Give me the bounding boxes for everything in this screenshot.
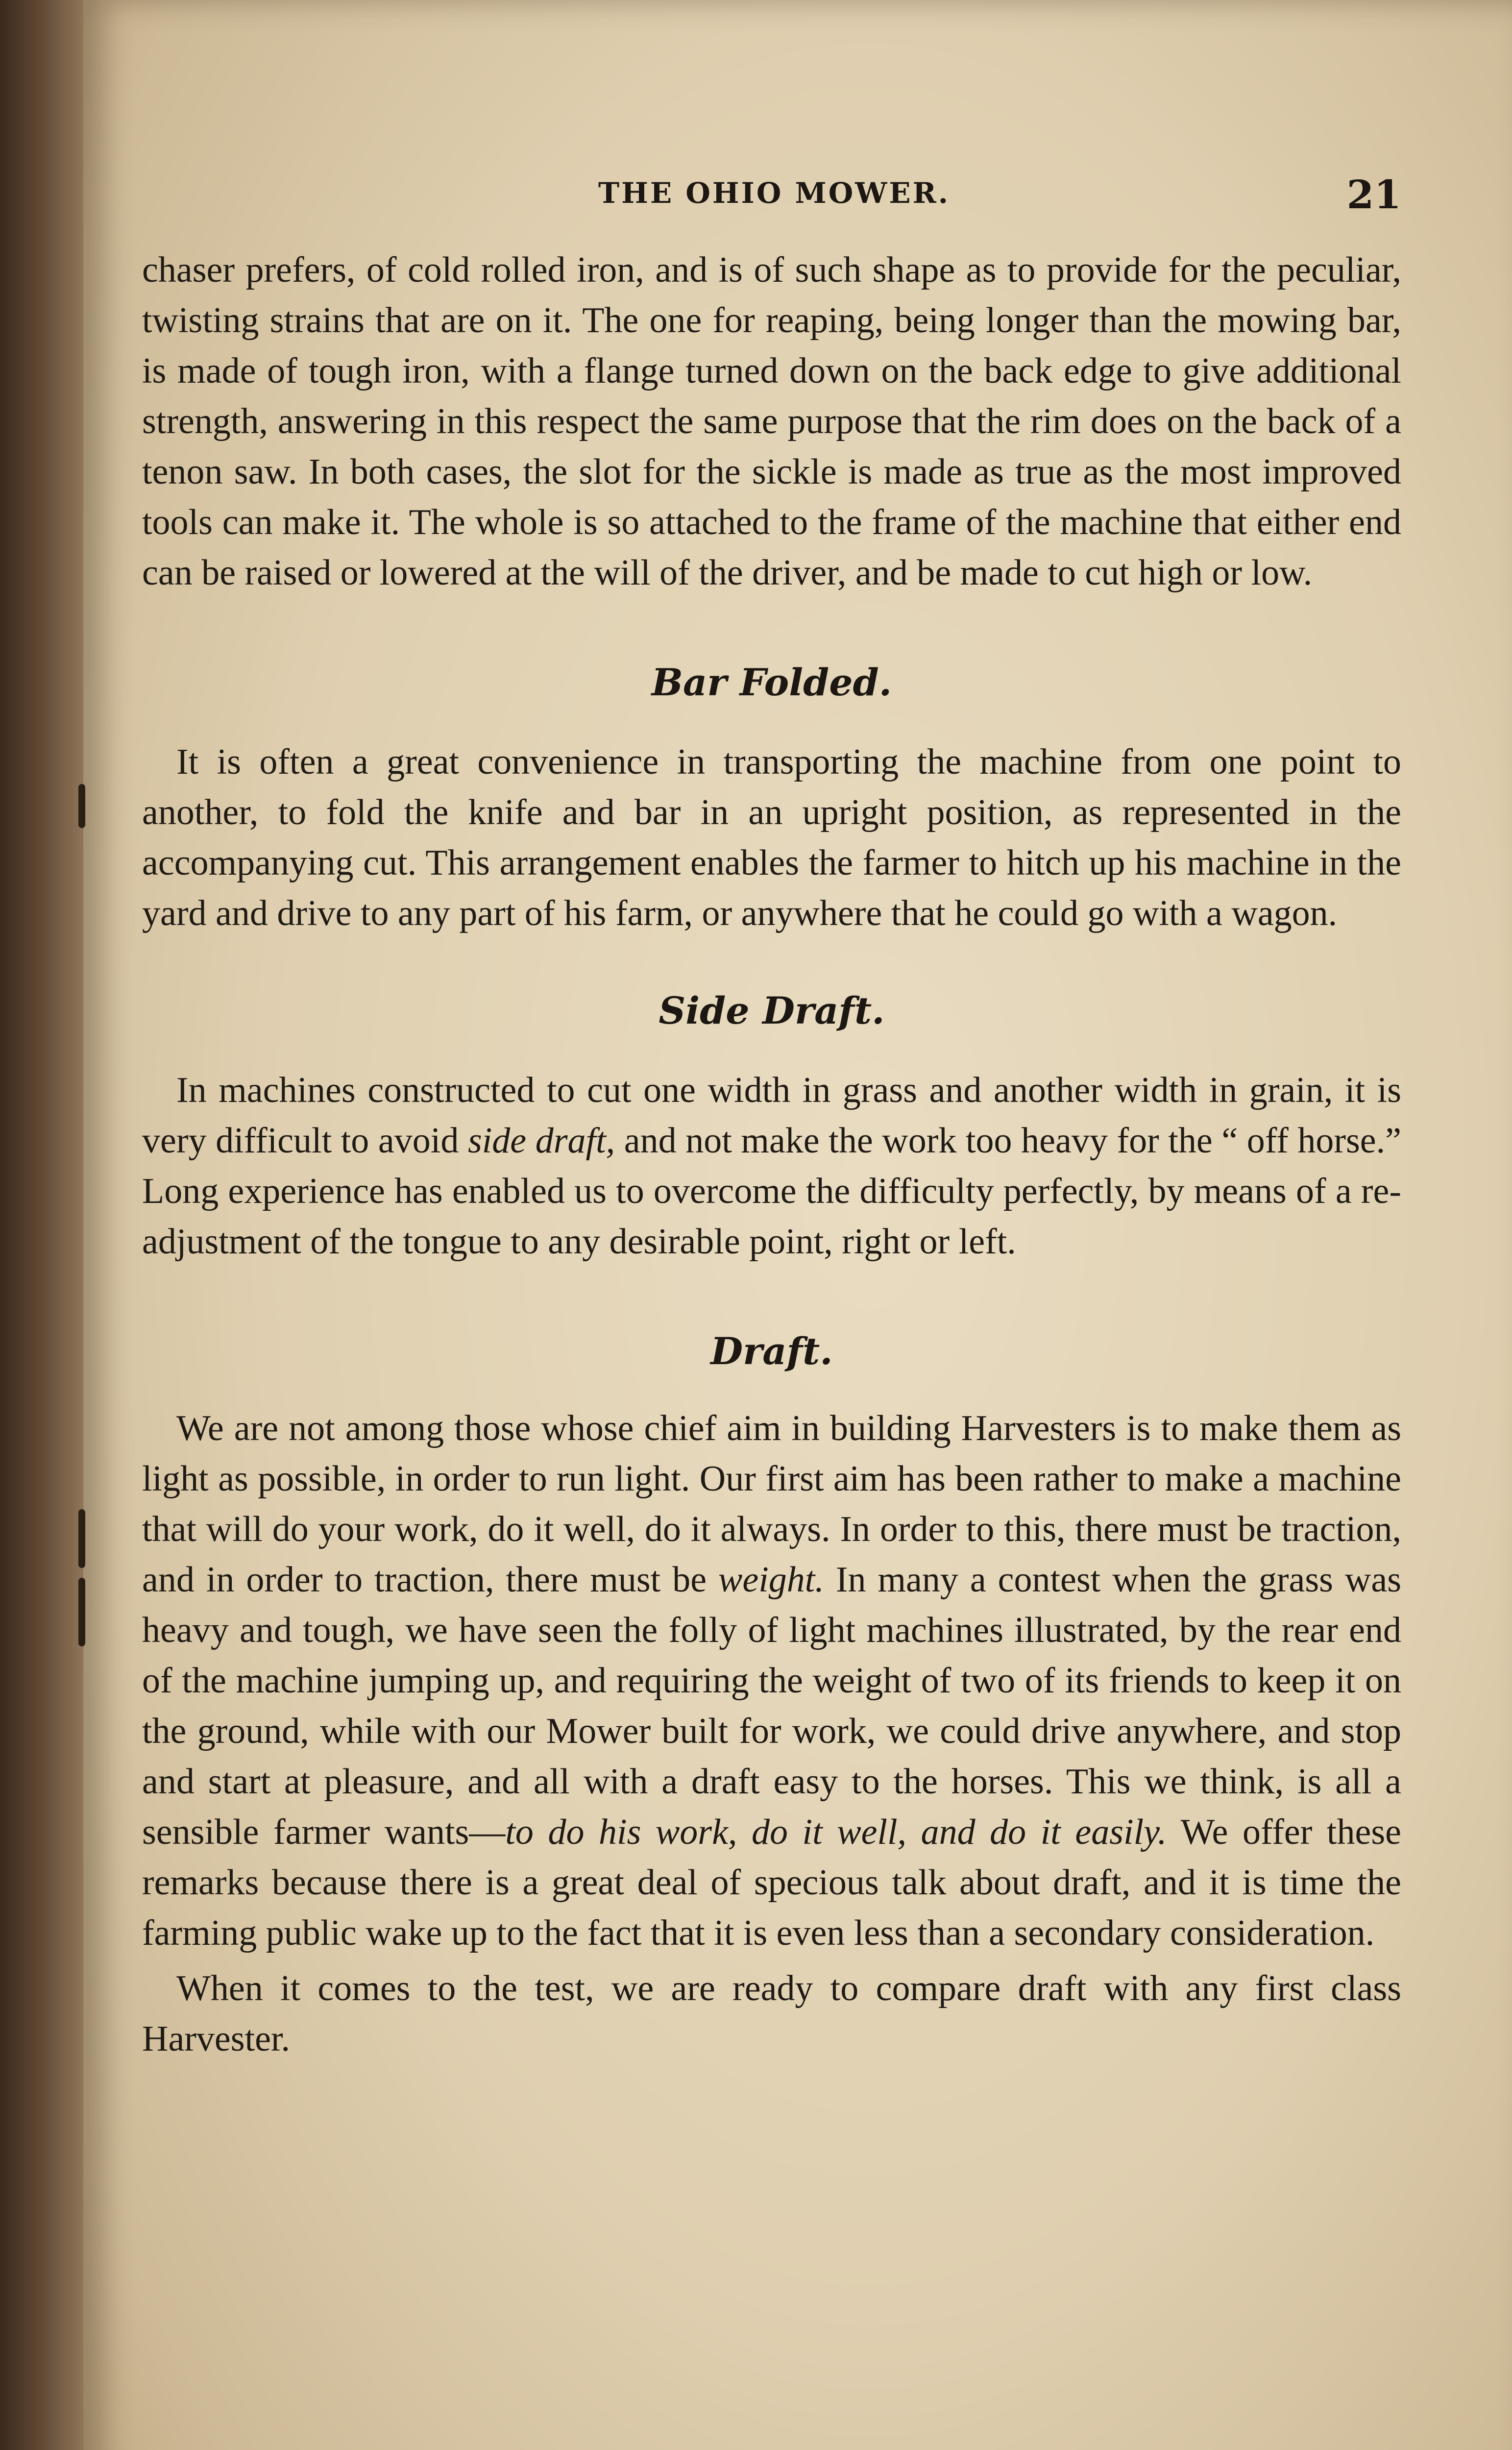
text-run: and not make the work too heavy for the “ off horse.” Long experience has enabled us to overcome the difficulty perfectly, by means of a re-adjustment of the tongue to any desirable point, right or left. (142, 1121, 1401, 1262)
page-number: 21 (1346, 172, 1401, 218)
paragraph-bar-folded: It is often a great convenience in transporting the machine from one point to another, to fold the knife and bar in an upright position, as represented in the accompanying cut. This arrangement enables the farmer to hitch up his machine in the yard and drive to any part of his farm, or anywhere that he could go with a wagon. (142, 742, 1401, 933)
emphasis-text: weight. (718, 1560, 824, 1600)
page-body (142, 245, 1401, 2064)
page-title: THE OHIO MOWER. (598, 176, 950, 210)
section-heading-side-draft: Side Draft. (658, 989, 885, 1032)
section-heading-bar-folded: Bar Folded. (651, 661, 892, 704)
paragraph-draft (142, 1403, 1401, 1959)
text-run: We are not among those whose chief aim in building Harvesters is to make them as light as possible, in order to run light. Our first aim has been rather to make a machine that will do your work, do it well, do it always. In order to this, there must be traction, and in order to traction, there must be (142, 1408, 1401, 1600)
text-run: In many a contest when the grass was heavy and tough, we have seen the folly of light machines illustrated, by the rear end of the machine jumping up, and requiring the weight of two of its friends to keep it on the ground, while with our Mower built for work, we could drive anywhere, and stop and start at pleasure, and all with a draft easy to the horses. This we think, is all a sensible farmer wants— (142, 1560, 1401, 1852)
emphasis-text: side draft, (467, 1121, 615, 1161)
emphasis-text: to do his work, do it well, and do it easily. (505, 1812, 1167, 1852)
paragraph-closing: When it comes to the test, we are ready to compare draft with any first class Harvester. (142, 1968, 1401, 2059)
section-heading-draft: Draft. (710, 1329, 833, 1373)
binding-marks (73, 784, 93, 1666)
paragraph-side-draft (142, 1065, 1401, 1267)
running-head (147, 167, 1401, 225)
text-run: We offer these remarks because there is a great deal of specious talk about draft, and it is time the farming public wake up to the fact that it is even less than a secondary consideration. (142, 1812, 1401, 1953)
text-run: In machines constructed to cut one width in grass and another width in grain, it is very difficult to avoid (142, 1070, 1401, 1161)
paragraph-continued: chaser prefers, of cold rolled iron, and is of such shape as to provide for the peculiar, twisting strains that are on it. The one for reaping, being longer than the mowing bar, is made of tough iron, with a flange turned down on the back edge to give additional strength, answering in this respect the same purpose that the rim does on the back of a tenon saw. In both cases, the slot for the sickle is made as true as the most improved tools can make it. The whole is so attached to the frame of the machine that either end can be raised or lowered at the will of the driver, and be made to cut high or low. (142, 250, 1401, 593)
